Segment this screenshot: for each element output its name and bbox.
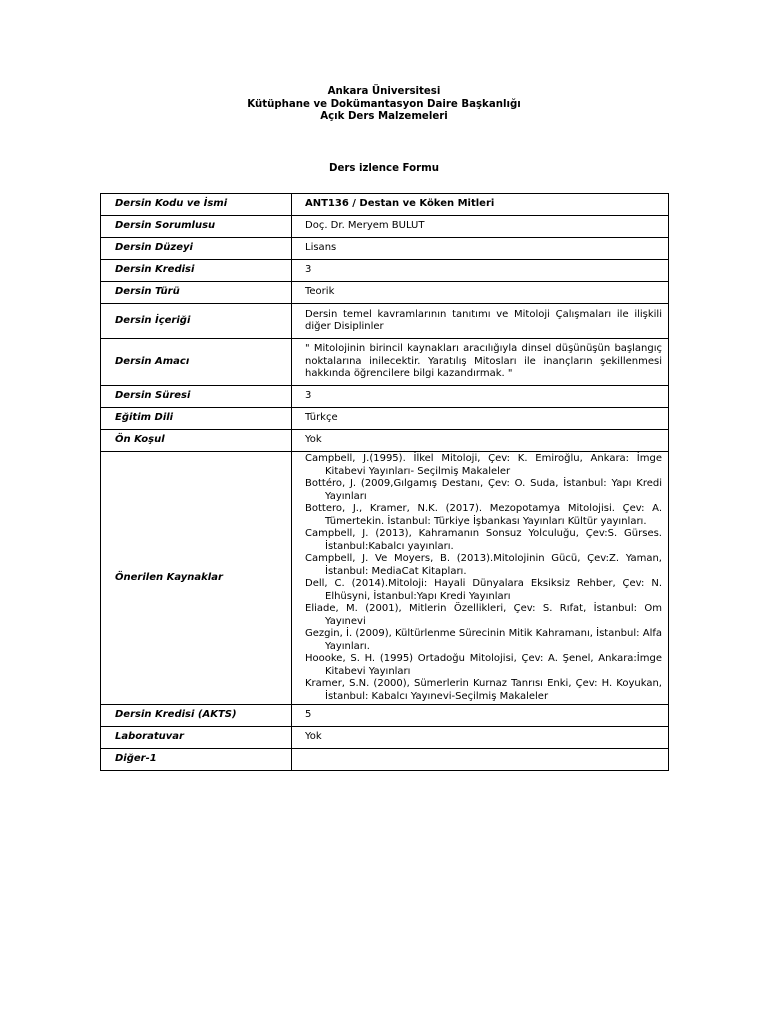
row-label: Diğer-1 xyxy=(101,749,292,771)
row-value xyxy=(292,749,669,771)
table-row xyxy=(101,282,669,304)
reference-item: Bottero, J., Kramer, N.K. (2017). Mezopotamya Mitolojisi. Çev: A. Tümertekin. İstanbul: Türkiye İşbankası Yayınları Kültür yayınları. xyxy=(305,503,662,527)
row-value: Teorik xyxy=(292,282,669,304)
table-row xyxy=(101,339,669,386)
row-label: Dersin Kredisi (AKTS) xyxy=(101,705,292,727)
reference-item: Campbell, J. Ve Moyers, B. (2013).Mitolojinin Gücü, Çev:Z. Yaman, İstanbul: MediaCat Kitapları. xyxy=(305,553,662,577)
syllabus-table xyxy=(100,193,669,771)
table-row xyxy=(101,238,669,260)
form-title: Ders izlence Formu xyxy=(328,163,439,174)
references-list xyxy=(292,452,669,705)
department-name: Kütüphane ve Dokümantasyon Daire Başkanlığı xyxy=(247,98,521,110)
document-header xyxy=(0,86,768,124)
row-value: 5 xyxy=(292,705,669,727)
table-row xyxy=(101,430,669,452)
reference-item: Eliade, M. (2001), Mitlerin Özellikleri, Çev: S. Rıfat, İstanbul: Om Yayınevi xyxy=(305,603,662,627)
row-label: Eğitim Dili xyxy=(101,408,292,430)
table-row xyxy=(101,727,669,749)
row-label: Dersin Sorumlusu xyxy=(101,216,292,238)
row-value: 3 xyxy=(292,260,669,282)
table-row xyxy=(101,408,669,430)
row-label: Dersin Kodu ve İsmi xyxy=(101,194,292,216)
row-value: Türkçe xyxy=(292,408,669,430)
row-value: Yok xyxy=(292,430,669,452)
table-row xyxy=(101,749,669,771)
reference-item: Campbell, J. (2013), Kahramanın Sonsuz Yolculuğu, Çev:S. Gürses. İstanbul:Kabalcı yayınları. xyxy=(305,528,662,552)
collection-name: Açık Ders Malzemeleri xyxy=(320,111,448,122)
table-row xyxy=(101,194,669,216)
table-row xyxy=(101,705,669,727)
reference-item: Kramer, S.N. (2000), Sümerlerin Kurnaz Tanrısı Enki, Çev: H. Koyukan, İstanbul: Kabalcı Yayınevi-Seçilmiş Makaleler xyxy=(305,678,662,702)
row-label: Dersin Amacı xyxy=(101,339,292,386)
table-row xyxy=(101,304,669,339)
row-label: Dersin Kredisi xyxy=(101,260,292,282)
row-label: Dersin İçeriği xyxy=(101,304,292,339)
reference-item: Dell, C. (2014).Mitoloji: Hayali Dünyalara Eksiksiz Rehber, Çev: N. Elhüsyni, İstanbul:Yapı Kredi Yayınları xyxy=(305,578,662,602)
row-value: ANT136 / Destan ve Köken Mitleri xyxy=(292,194,669,216)
reference-item: Campbell, J.(1995). İlkel Mitoloji, Çev: K. Emiroğlu, Ankara: İmge Kitabevi Yayınları- Seçilmiş Makaleler xyxy=(305,453,662,477)
reference-item: Bottéro, J. (2009,Gılgamış Destanı, Çev: O. Suda, İstanbul: Yapı Kredi Yayınları xyxy=(305,478,662,502)
row-label: Laboratuvar xyxy=(101,727,292,749)
row-label: Ön Koşul xyxy=(101,430,292,452)
row-label: Dersin Türü xyxy=(101,282,292,304)
row-value: Yok xyxy=(292,727,669,749)
row-label: Dersin Düzeyi xyxy=(101,238,292,260)
row-label: Dersin Süresi xyxy=(101,386,292,408)
table-row xyxy=(101,386,669,408)
row-label: Önerilen Kaynaklar xyxy=(101,452,292,705)
table-row xyxy=(101,260,669,282)
row-value: " Mitolojinin birincil kaynakları aracılığıyla dinsel düşünüşün başlangıç noktalarına inilecektir. Yaratılış Mitosları ile inançların şekillenmesi hakkında öğrencilere bilgi kazandırmak. " xyxy=(292,339,669,386)
row-value: Lisans xyxy=(292,238,669,260)
university-name: Ankara Üniversitesi xyxy=(327,86,441,97)
row-value: 3 xyxy=(292,386,669,408)
table-row xyxy=(101,216,669,238)
table-row xyxy=(101,452,669,705)
row-value: Doç. Dr. Meryem BULUT xyxy=(292,216,669,238)
row-value: Dersin temel kavramlarının tanıtımı ve Mitoloji Çalışmaları ile ilişkili diğer Disiplinler xyxy=(292,304,669,339)
reference-item: Hoooke, S. H. (1995) Ortadoğu Mitolojisi, Çev: A. Şenel, Ankara:İmge Kitabevi Yayınları xyxy=(305,653,662,677)
reference-item: Gezgin, İ. (2009), Kültürlenme Sürecinin Mitik Kahramanı, İstanbul: Alfa Yayınları. xyxy=(305,628,662,652)
